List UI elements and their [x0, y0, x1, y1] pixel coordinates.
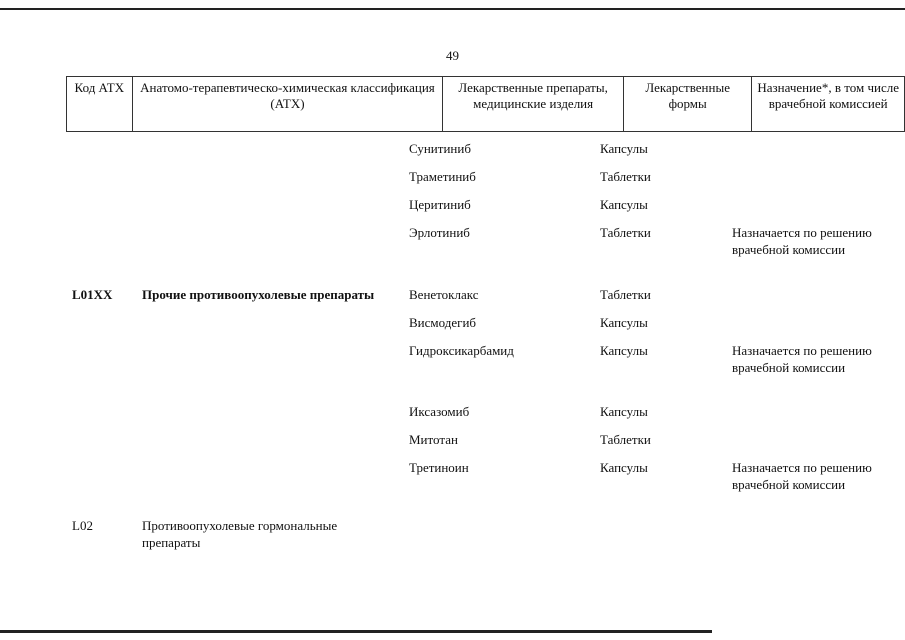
atx-code: L01XX	[72, 287, 113, 302]
bottom-rule	[0, 630, 712, 633]
drug-cell: Иксазомиб	[409, 404, 470, 419]
drug-cell: Висмодегиб	[409, 315, 477, 330]
drug-cell: Эрлотиниб	[409, 225, 470, 240]
form-cell: Капсулы	[600, 141, 648, 156]
form-cell: Капсулы	[600, 315, 648, 330]
header-assignment: Назначение*, в том числе врачебной комиссией	[752, 77, 905, 132]
table-header	[66, 76, 905, 132]
assignment-note: Назначается по решению врачебной комиссии	[732, 225, 872, 257]
atx-class: Противоопухолевые гормональные препараты	[142, 518, 338, 550]
form-cell: Капсулы	[600, 343, 648, 358]
form-cell: Капсулы	[600, 197, 648, 212]
atx-class: Прочие противоопухолевые препараты	[142, 287, 375, 302]
drug-cell: Гидроксикарбамид	[409, 343, 514, 358]
header-drugs: Лекарственные препараты, медицинские изделия	[443, 77, 624, 132]
page-number: 49	[446, 48, 459, 63]
form-cell: Таблетки	[600, 287, 651, 302]
header-code: Код АТХ	[67, 77, 133, 132]
assignment-note: Назначается по решению врачебной комиссии	[732, 343, 872, 375]
drug-cell: Церитиниб	[409, 197, 471, 212]
header-forms: Лекарственные формы	[624, 77, 752, 132]
form-cell: Капсулы	[600, 404, 648, 419]
form-cell: Таблетки	[600, 225, 651, 240]
top-rule	[0, 8, 905, 10]
header-classification: Анатомо-терапевтическо-химическая классификация (АТХ)	[132, 77, 443, 132]
form-cell: Капсулы	[600, 460, 648, 475]
assignment-note: Назначается по решению врачебной комиссии	[732, 460, 872, 492]
drug-cell: Третиноин	[409, 460, 469, 475]
drug-cell: Митотан	[409, 432, 458, 447]
form-cell: Таблетки	[600, 169, 651, 184]
drug-cell: Сунитиниб	[409, 141, 471, 156]
drug-cell: Венетоклакс	[409, 287, 479, 302]
form-cell: Таблетки	[600, 432, 651, 447]
drug-cell: Траметиниб	[409, 169, 476, 184]
atx-code: L02	[72, 518, 93, 533]
